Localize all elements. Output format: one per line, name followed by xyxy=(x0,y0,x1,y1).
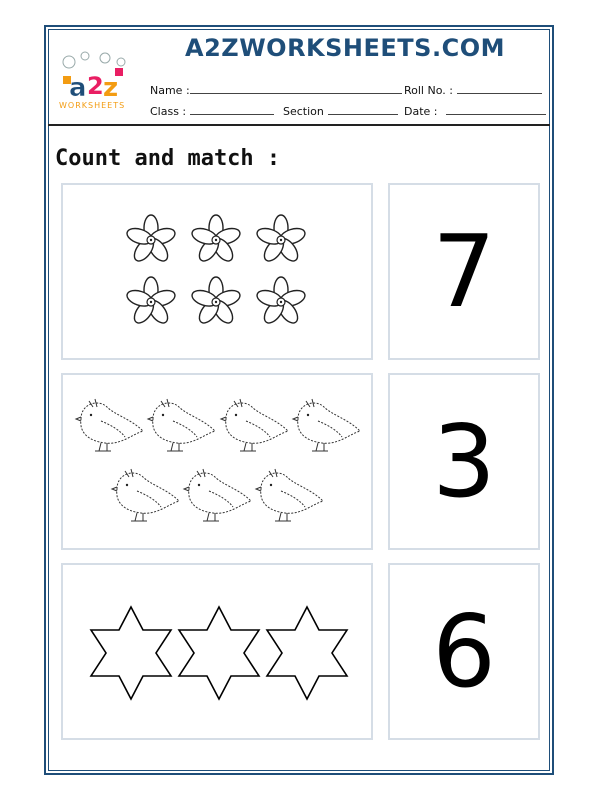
picture-card-birds[interactable] xyxy=(61,373,373,550)
number-card-1[interactable] xyxy=(388,183,540,360)
flower-icon xyxy=(255,277,307,326)
roll-line[interactable] xyxy=(457,83,542,94)
name-label: Name : xyxy=(150,84,190,97)
number-label: 7 xyxy=(432,213,496,330)
name-field xyxy=(150,83,402,97)
class-label: Class : xyxy=(150,105,187,118)
number-label: 3 xyxy=(432,403,496,520)
logo-graphic xyxy=(55,48,140,113)
bird-icon xyxy=(293,399,360,451)
worksheet-prompt: Count and match : xyxy=(55,146,281,171)
flower-icon xyxy=(190,277,242,326)
picture-card-stars[interactable] xyxy=(61,563,373,740)
bird-icon xyxy=(184,469,251,521)
roll-field xyxy=(404,83,542,97)
number-card-2[interactable] xyxy=(388,373,540,550)
flower-icon xyxy=(255,215,307,264)
picture-card-flowers[interactable] xyxy=(61,183,373,360)
flower-icon xyxy=(125,215,177,264)
star-icon xyxy=(91,607,171,699)
section-field xyxy=(283,104,398,118)
star-icon xyxy=(267,607,347,699)
logo-subtext: WORKSHEETS xyxy=(59,101,126,110)
logo xyxy=(55,48,140,113)
header-divider xyxy=(48,124,550,126)
svg-text:a: a xyxy=(69,73,87,103)
star-icon xyxy=(179,607,259,699)
class-line[interactable] xyxy=(190,104,274,115)
svg-text:2: 2 xyxy=(87,72,104,100)
bird-icon xyxy=(256,469,323,521)
number-card-3[interactable] xyxy=(388,563,540,740)
flower-icon xyxy=(190,215,242,264)
roll-label: Roll No. : xyxy=(404,84,453,97)
date-field xyxy=(404,104,546,118)
bird-icon xyxy=(221,399,288,451)
flower-icon xyxy=(125,277,177,326)
bird-icon xyxy=(148,399,215,451)
bird-icon xyxy=(76,399,143,451)
date-line[interactable] xyxy=(446,104,546,115)
stars-group xyxy=(63,565,375,742)
date-label: Date : xyxy=(404,105,438,118)
svg-text:z: z xyxy=(103,73,119,103)
section-label: Section xyxy=(283,105,324,118)
section-line[interactable] xyxy=(328,104,398,115)
flowers-group xyxy=(63,185,375,362)
birds-group xyxy=(63,375,375,552)
class-field xyxy=(150,104,274,118)
number-label: 6 xyxy=(432,593,496,710)
bird-icon xyxy=(112,469,179,521)
site-title: A2ZWORKSHEETS.COM xyxy=(185,34,505,62)
name-line[interactable] xyxy=(190,83,402,94)
